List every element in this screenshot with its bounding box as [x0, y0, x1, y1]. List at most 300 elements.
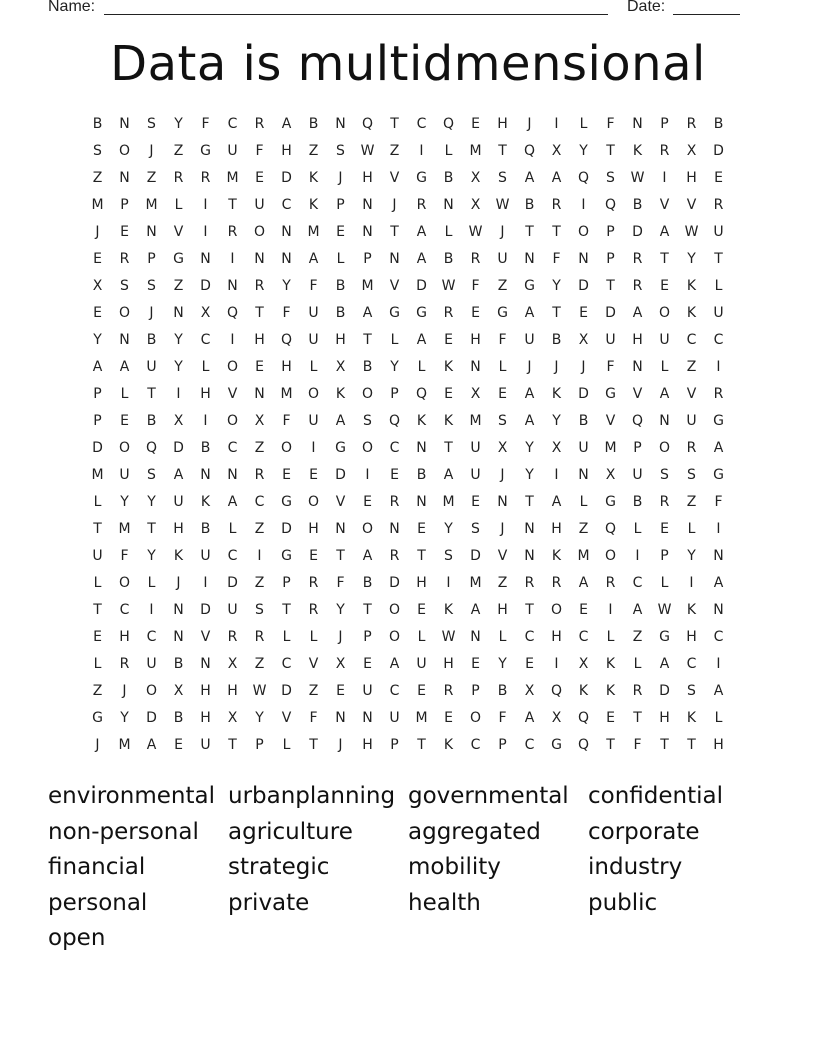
grid-letter: L — [579, 116, 588, 132]
grid-letter: Q — [145, 440, 158, 456]
grid-letter: J — [500, 467, 505, 483]
grid-letter: U — [146, 656, 157, 672]
grid-letter: A — [659, 224, 670, 240]
grid-letter: X — [92, 278, 103, 294]
grid-letter: O — [118, 575, 131, 591]
grid-letter: E — [363, 494, 372, 510]
grid-letter: O — [118, 305, 131, 321]
grid-letter: C — [578, 629, 589, 645]
grid-letter: K — [416, 413, 427, 429]
grid-letter: S — [687, 683, 696, 699]
grid-letter: D — [389, 575, 400, 591]
grid-letter: R — [605, 575, 616, 591]
grid-letter: B — [200, 440, 211, 456]
grid-letter: E — [336, 224, 345, 240]
grid-letter: E — [417, 602, 426, 618]
grid-letter: R — [308, 575, 319, 591]
grid-row — [84, 195, 732, 222]
grid-letter: S — [147, 278, 156, 294]
grid-letter: A — [416, 251, 427, 267]
grid-letter: L — [228, 521, 237, 537]
grid-letter: L — [147, 575, 156, 591]
grid-row — [84, 384, 732, 411]
grid-letter: Z — [308, 143, 319, 159]
grid-letter: A — [524, 710, 535, 726]
grid-letter: N — [578, 467, 589, 483]
grid-letter: B — [578, 413, 589, 429]
grid-letter: Y — [552, 278, 561, 294]
grid-letter: W — [441, 278, 456, 294]
grid-letter: P — [633, 440, 642, 456]
grid-letter: F — [309, 710, 318, 726]
grid-letter: V — [335, 494, 346, 510]
page-title: Data is multidmensional — [110, 36, 706, 92]
grid-letter: Y — [552, 413, 561, 429]
grid-letter: N — [632, 116, 643, 132]
grid-letter: I — [149, 602, 154, 618]
grid-letter: A — [551, 494, 562, 510]
grid-letter: A — [416, 224, 427, 240]
grid-letter: Q — [442, 116, 455, 132]
grid-letter: R — [524, 575, 535, 591]
grid-letter: E — [606, 710, 615, 726]
grid-letter: R — [416, 197, 427, 213]
grid-letter: R — [389, 494, 400, 510]
grid-letter: C — [227, 116, 238, 132]
grid-letter: T — [687, 737, 696, 753]
grid-letter: R — [443, 683, 454, 699]
grid-letter: S — [363, 413, 372, 429]
grid-letter: E — [714, 170, 723, 186]
grid-letter: H — [362, 737, 373, 753]
grid-letter: I — [716, 656, 721, 672]
grid-letter: E — [93, 251, 102, 267]
grid-letter: T — [660, 251, 669, 267]
grid-letter: Y — [282, 278, 291, 294]
grid-letter: R — [659, 143, 670, 159]
grid-letter: X — [578, 332, 589, 348]
grid-letter: E — [93, 305, 102, 321]
grid-letter: D — [659, 683, 670, 699]
grid-row — [84, 546, 732, 573]
grid-row — [84, 465, 732, 492]
word-list-item: environmental — [48, 783, 215, 809]
grid-letter: N — [227, 278, 238, 294]
grid-letter: D — [713, 143, 724, 159]
grid-letter: Y — [444, 521, 453, 537]
grid-row — [84, 141, 732, 168]
grid-letter: U — [713, 305, 724, 321]
grid-letter: R — [551, 197, 562, 213]
grid-letter: L — [201, 359, 210, 375]
grid-letter: P — [147, 251, 156, 267]
grid-letter: Y — [120, 710, 129, 726]
grid-letter: T — [714, 251, 723, 267]
grid-letter: R — [254, 116, 265, 132]
grid-letter: Y — [174, 332, 183, 348]
grid-letter: Y — [255, 710, 264, 726]
grid-letter: T — [552, 224, 561, 240]
grid-letter: N — [335, 710, 346, 726]
grid-letter: A — [362, 305, 373, 321]
grid-letter: Y — [579, 143, 588, 159]
date-field-line — [673, 14, 740, 15]
grid-letter: U — [497, 251, 508, 267]
grid-letter: U — [227, 602, 238, 618]
grid-letter: O — [658, 305, 671, 321]
grid-letter: E — [444, 386, 453, 402]
grid-letter: M — [469, 413, 482, 429]
grid-letter: D — [578, 386, 589, 402]
grid-letter: T — [147, 521, 156, 537]
grid-letter: P — [120, 197, 129, 213]
grid-letter: X — [335, 359, 346, 375]
grid-letter: J — [338, 737, 343, 753]
grid-letter: X — [524, 683, 535, 699]
grid-letter: K — [308, 197, 319, 213]
grid-letter: X — [470, 386, 481, 402]
grid-letter: F — [606, 116, 615, 132]
grid-letter: J — [527, 359, 532, 375]
grid-row — [84, 357, 732, 384]
grid-letter: R — [119, 656, 130, 672]
grid-letter: P — [93, 386, 102, 402]
grid-letter: H — [200, 386, 211, 402]
grid-letter: R — [686, 116, 697, 132]
grid-letter: D — [173, 440, 184, 456]
grid-letter: B — [551, 332, 562, 348]
grid-letter: H — [713, 737, 724, 753]
grid-letter: T — [228, 737, 237, 753]
grid-letter: Y — [120, 494, 129, 510]
grid-letter: E — [390, 467, 399, 483]
grid-letter: H — [686, 629, 697, 645]
grid-letter: K — [173, 548, 184, 564]
grid-letter: S — [120, 278, 129, 294]
grid-letter: D — [146, 710, 157, 726]
grid-letter: O — [118, 440, 131, 456]
grid-letter: R — [551, 575, 562, 591]
grid-letter: Q — [523, 143, 536, 159]
grid-letter: Z — [686, 494, 697, 510]
grid-letter: W — [657, 602, 672, 618]
grid-letter: C — [281, 197, 292, 213]
grid-letter: E — [525, 656, 534, 672]
grid-letter: B — [443, 251, 454, 267]
grid-letter: C — [713, 332, 724, 348]
grid-letter: U — [200, 737, 211, 753]
grid-letter: F — [498, 332, 507, 348]
grid-row — [84, 222, 732, 249]
grid-letter: C — [119, 602, 130, 618]
grid-letter: X — [254, 413, 265, 429]
grid-letter: P — [660, 548, 669, 564]
grid-letter: A — [362, 548, 373, 564]
grid-letter: N — [281, 224, 292, 240]
grid-letter: X — [605, 467, 616, 483]
grid-letter: H — [281, 143, 292, 159]
grid-letter: Z — [173, 278, 184, 294]
grid-letter: H — [254, 332, 265, 348]
grid-row — [84, 330, 732, 357]
grid-letter: V — [686, 197, 697, 213]
grid-letter: Z — [578, 521, 589, 537]
grid-letter: A — [92, 359, 103, 375]
grid-letter: A — [416, 332, 427, 348]
grid-letter: Q — [577, 737, 590, 753]
grid-letter: B — [362, 575, 373, 591]
grid-letter: T — [336, 548, 345, 564]
grid-letter: C — [713, 629, 724, 645]
grid-letter: E — [120, 413, 129, 429]
grid-letter: T — [552, 305, 561, 321]
grid-letter: A — [470, 602, 481, 618]
grid-letter: E — [471, 116, 480, 132]
grid-letter: D — [416, 278, 427, 294]
grid-letter: P — [498, 737, 507, 753]
grid-letter: C — [254, 494, 265, 510]
grid-letter: A — [713, 440, 724, 456]
grid-letter: B — [173, 656, 184, 672]
grid-letter: O — [307, 494, 320, 510]
grid-letter: N — [632, 359, 643, 375]
grid-letter: O — [550, 602, 563, 618]
grid-letter: I — [689, 575, 694, 591]
grid-letter: L — [579, 494, 588, 510]
grid-letter: N — [524, 521, 535, 537]
grid-letter: Z — [308, 683, 319, 699]
grid-letter: I — [365, 467, 370, 483]
grid-letter: V — [389, 278, 400, 294]
grid-letter: N — [200, 656, 211, 672]
grid-letter: T — [633, 710, 642, 726]
grid-letter: N — [362, 197, 373, 213]
grid-letter: Q — [361, 116, 374, 132]
grid-letter: Z — [389, 143, 400, 159]
grid-letter: C — [227, 548, 238, 564]
grid-letter: E — [660, 521, 669, 537]
grid-letter: I — [554, 467, 559, 483]
grid-letter: A — [119, 359, 130, 375]
grid-letter: T — [228, 197, 237, 213]
grid-letter: P — [255, 737, 264, 753]
grid-letter: Y — [687, 251, 696, 267]
grid-letter: X — [335, 656, 346, 672]
grid-letter: O — [226, 413, 239, 429]
grid-letter: Q — [415, 386, 428, 402]
grid-letter: O — [118, 143, 131, 159]
grid-letter: B — [146, 413, 157, 429]
grid-row — [84, 573, 732, 600]
grid-letter: L — [93, 656, 102, 672]
grid-letter: B — [416, 467, 427, 483]
grid-letter: A — [524, 170, 535, 186]
grid-letter: G — [605, 386, 616, 402]
grid-letter: C — [524, 737, 535, 753]
grid-letter: G — [416, 170, 427, 186]
grid-letter: S — [471, 521, 480, 537]
grid-letter: B — [632, 197, 643, 213]
grid-letter: W — [495, 197, 510, 213]
grid-letter: B — [713, 116, 724, 132]
grid-letter: L — [390, 332, 399, 348]
grid-letter: Y — [336, 602, 345, 618]
grid-letter: X — [227, 656, 238, 672]
grid-letter: V — [497, 548, 508, 564]
grid-letter: K — [335, 386, 346, 402]
grid-letter: K — [200, 494, 211, 510]
grid-letter: J — [527, 116, 532, 132]
grid-letter: N — [227, 467, 238, 483]
grid-letter: D — [605, 305, 616, 321]
grid-letter: B — [524, 197, 535, 213]
grid-letter: L — [120, 386, 129, 402]
grid-letter: Y — [147, 548, 156, 564]
grid-letter: W — [441, 629, 456, 645]
grid-letter: U — [416, 656, 427, 672]
grid-letter: Z — [254, 521, 265, 537]
grid-letter: P — [660, 116, 669, 132]
grid-letter: K — [686, 602, 697, 618]
grid-letter: N — [254, 386, 265, 402]
grid-letter: N — [470, 359, 481, 375]
grid-letter: G — [659, 629, 670, 645]
grid-letter: X — [470, 197, 481, 213]
grid-row — [84, 411, 732, 438]
grid-letter: U — [713, 224, 724, 240]
grid-letter: S — [444, 548, 453, 564]
grid-letter: K — [686, 278, 697, 294]
grid-letter: U — [524, 332, 535, 348]
grid-letter: C — [686, 332, 697, 348]
grid-letter: N — [497, 494, 508, 510]
grid-letter: X — [227, 710, 238, 726]
grid-letter: U — [659, 332, 670, 348]
grid-letter: W — [468, 224, 483, 240]
grid-letter: K — [443, 359, 454, 375]
grid-letter: R — [254, 467, 265, 483]
grid-letter: M — [442, 494, 455, 510]
grid-letter: C — [389, 440, 400, 456]
grid-letter: S — [498, 170, 507, 186]
grid-letter: G — [497, 305, 508, 321]
grid-letter: I — [716, 521, 721, 537]
grid-letter: F — [714, 494, 723, 510]
grid-letter: Y — [174, 359, 183, 375]
grid-letter: P — [390, 737, 399, 753]
grid-letter: I — [203, 413, 208, 429]
grid-row — [84, 681, 732, 708]
grid-letter: Q — [577, 170, 590, 186]
grid-letter: B — [92, 116, 103, 132]
grid-letter: Z — [254, 575, 265, 591]
grid-letter: L — [714, 278, 723, 294]
grid-letter: G — [335, 440, 346, 456]
grid-letter: B — [335, 305, 346, 321]
grid-letter: P — [363, 251, 372, 267]
grid-letter: K — [578, 683, 589, 699]
grid-letter: V — [281, 710, 292, 726]
letter-grid — [84, 114, 732, 762]
grid-letter: T — [498, 143, 507, 159]
grid-letter: G — [281, 494, 292, 510]
grid-letter: E — [255, 359, 264, 375]
grid-letter: Q — [280, 332, 293, 348]
grid-letter: H — [119, 629, 130, 645]
grid-letter: T — [363, 602, 372, 618]
grid-letter: E — [282, 467, 291, 483]
grid-letter: R — [254, 278, 265, 294]
grid-letter: T — [363, 332, 372, 348]
grid-letter: K — [632, 143, 643, 159]
grid-letter: A — [281, 116, 292, 132]
grid-letter: I — [203, 224, 208, 240]
grid-letter: Q — [631, 413, 644, 429]
grid-letter: M — [307, 224, 320, 240]
grid-letter: W — [630, 170, 645, 186]
grid-letter: O — [361, 521, 374, 537]
grid-letter: Q — [226, 305, 239, 321]
grid-letter: V — [632, 386, 643, 402]
grid-letter: J — [122, 683, 127, 699]
grid-letter: E — [120, 224, 129, 240]
grid-letter: I — [608, 602, 613, 618]
grid-letter: I — [257, 548, 262, 564]
grid-letter: N — [443, 197, 454, 213]
grid-letter: A — [524, 305, 535, 321]
grid-letter: E — [93, 629, 102, 645]
grid-letter: F — [471, 278, 480, 294]
grid-letter: N — [254, 251, 265, 267]
grid-letter: F — [309, 278, 318, 294]
grid-letter: E — [579, 305, 588, 321]
grid-letter: A — [389, 656, 400, 672]
grid-letter: E — [174, 737, 183, 753]
grid-letter: X — [173, 683, 184, 699]
grid-letter: V — [686, 386, 697, 402]
grid-letter: L — [633, 656, 642, 672]
word-list-item: private — [228, 889, 310, 916]
grid-letter: N — [119, 116, 130, 132]
grid-letter: A — [632, 602, 643, 618]
grid-letter: A — [443, 467, 454, 483]
word-list-item: aggregated — [408, 818, 541, 845]
grid-letter: O — [577, 224, 590, 240]
grid-letter: T — [417, 737, 426, 753]
grid-letter: F — [282, 305, 291, 321]
grid-row — [84, 114, 732, 141]
grid-letter: J — [338, 170, 343, 186]
grid-letter: J — [149, 143, 154, 159]
grid-letter: H — [416, 575, 427, 591]
grid-letter: T — [525, 602, 534, 618]
grid-letter: H — [443, 656, 454, 672]
grid-letter: V — [389, 170, 400, 186]
grid-letter: Z — [146, 170, 157, 186]
grid-letter: E — [309, 548, 318, 564]
grid-row — [84, 492, 732, 519]
grid-letter: H — [227, 683, 238, 699]
grid-letter: Y — [390, 359, 399, 375]
grid-letter: T — [390, 224, 399, 240]
grid-letter: E — [471, 656, 480, 672]
grid-letter: N — [524, 548, 535, 564]
grid-letter: T — [417, 548, 426, 564]
name-field-line — [104, 14, 608, 15]
grid-letter: A — [524, 413, 535, 429]
grid-letter: A — [551, 170, 562, 186]
grid-letter: F — [120, 548, 129, 564]
